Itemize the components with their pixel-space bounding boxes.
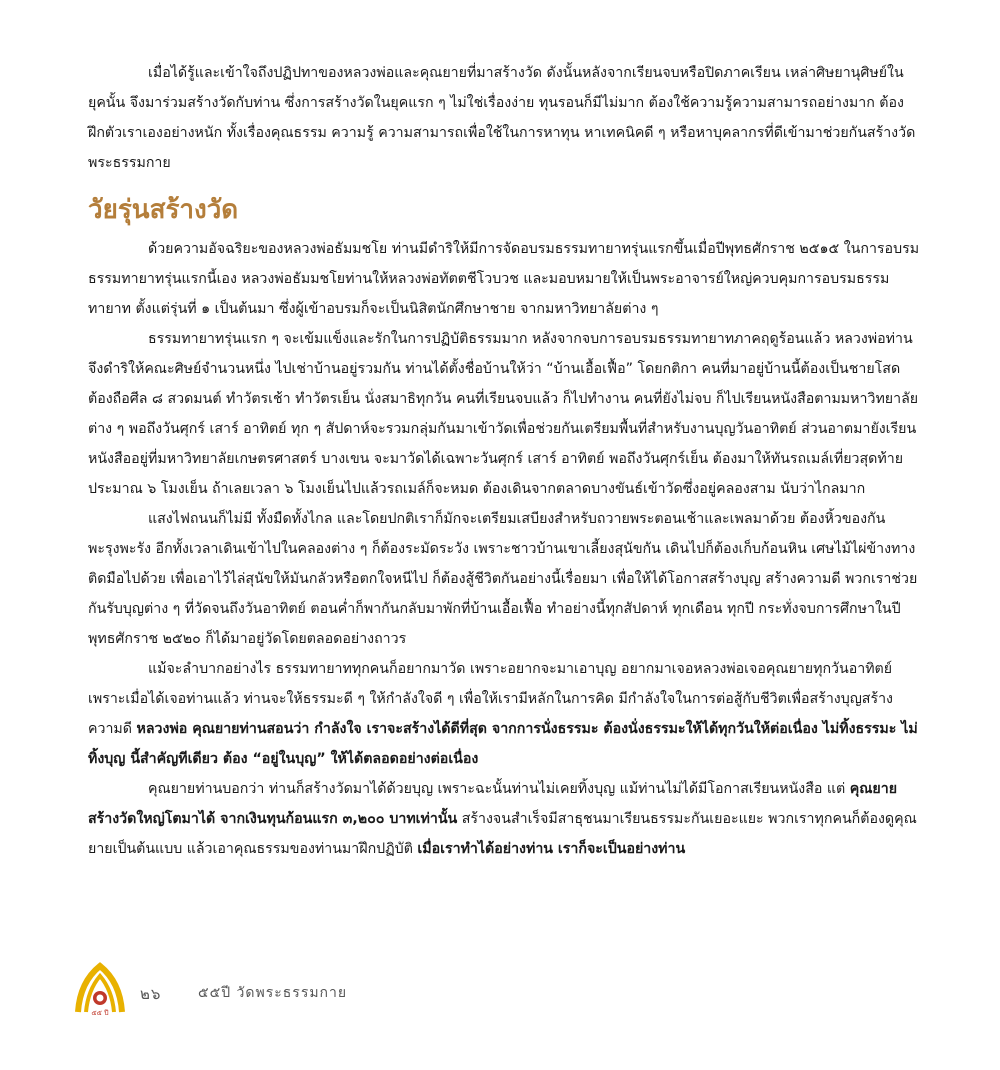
page-number: ๒๖ xyxy=(140,985,162,1003)
paragraph-2-text: ธรรมทายาทรุ่นแรก ๆ จะเข้มแข็งและรักในการปฏิบัติธรรมมาก หลังจากจบการอบรมธรรมทายาทภาคฤดูร้อนแล้ว หลวงพ่อท่านจึงดำริให้คณะศิษย์จำนวนหนึ่ง ไปเช่าบ้านอยู่รวมกัน ท่านได้ตั้งชื่อบ้านให้ว่า “บ้านเอื้อเฟื้อ” โดยกติกา คนที่มาอยู่บ้านนี้ต้องเป็นชายโสด ต้องถือศีล ๘ สวดมนต์ ทำวัตรเช้า ทำวัตรเย็น นั่งสมาธิทุกวัน คนที่เรียนจบแล้ว ก็ไปทำงาน คนที่ยังไม่จบ ก็ไปเรียนหนังสือตามมหาวิทยาลัยต่าง ๆ พอถึงวันศุกร์ เสาร์ อาทิตย์ ทุก ๆ สัปดาห์จะรวมกลุ่มกันมาเข้าวัดเพื่อช่วยกันเตรียมพื้นที่สำหรับงานบุญวันอาทิตย์ ส่วนอาตมายังเรียนหนังสืออยู่ที่มหาวิทยาลัยเกษตรศาสตร์ บางเขน จะมาวัดได้เฉพาะวันศุกร์ เสาร์ อาทิตย์ พอถึงวันศุกร์เย็น ต้องมาให้ทันรถเมล์เที่ยวสุดท้าย ประมาณ ๖ โมงเย็น ถ้าเลยเวลา ๖ โมงเย็นไปแล้วรถเมล์ก็จะหมด ต้องเดินจากตลาดบางขันธ์เข้าวัดซึ่งอยู่คลองสาม นับว่าไกลมาก xyxy=(88,331,919,497)
paragraph-5-text-a: คุณยายท่านบอกว่า ท่านก็สร้างวัดมาได้ด้วยบุญ เพราะฉะนั้นท่านไม่เคยทิ้งบุญ แม้ท่านไม่ได้มีโอกาสเรียนหนังสือ แต่ xyxy=(148,781,850,797)
intro-text: เมื่อได้รู้และเข้าใจถึงปฏิปทาของหลวงพ่อและคุณยายที่มาสร้างวัด ดังนั้นหลังจากเรียนจบหรือปิดภาคเรียน เหล่าศิษยานุศิษย์ในยุคนั้น จึงมาร่วมสร้างวัดกับท่าน ซึ่งการสร้างวัดในยุคแรก ๆ ไม่ใช่เรื่องง่าย ทุนรอนก็มีไม่มาก ต้องใช้ความรู้ความสามารถอย่างมาก ต้องฝึกตัวเราเองอย่างหนัก ทั้งเรื่องคุณธรรม ความรู้ ความสามารถเพื่อใช้ในการหาทุน หาเทคนิคดี ๆ หรือหาบุคลากรที่ดีเข้ามาช่วยกันสร้างวัดพระธรรมกาย xyxy=(88,65,916,171)
page-content xyxy=(88,58,920,864)
paragraph-4-bold: หลวงพ่อ คุณยายท่านสอนว่า กำลังใจ เราจะสร้างได้ดีที่สุด จากการนั่งธรรมะ ต้องนั่งธรรมะให้ได้ทุกวันให้ต่อเนื่อง ไม่ทิ้งธรรมะ ไม่ทิ้งบุญ นี้สำคัญทีเดียว ต้อง “อยู่ในบุญ” ให้ได้ตลอดอย่างต่อเนื่อง xyxy=(88,721,918,767)
publication-name: ๕๕ปี วัดพระธรรมกาย xyxy=(198,985,348,1001)
paragraph-4 xyxy=(88,654,920,774)
paragraph-5-text-b: สร้างจนสำเร็จมีสาธุชนมาเรียนธรรมะกันเยอะแยะ พวกเราทุกคนก็ต้องดูคุณยายเป็นต้นแบบ แล้วเอาคุณธรรมของท่านมาฝึกปฏิบัติ xyxy=(88,811,917,857)
paragraph-1 xyxy=(88,234,920,324)
paragraph-5 xyxy=(88,774,920,864)
paragraph-2 xyxy=(88,324,920,504)
anniversary-logo-icon xyxy=(72,962,128,1018)
paragraph-1-text: ด้วยความอัจฉริยะของหลวงพ่อธัมมชโย ท่านมีดำริให้มีการจัดอบรมธรรมทายาทรุ่นแรกขึ้นเมื่อปีพุทธศักราช ๒๕๑๕ ในการอบรมธรรมทายาทรุ่นแรกนี้เอง หลวงพ่อธัมมชโยท่านให้หลวงพ่อทัตตชีโวบวช และมอบหมายให้เป็นพระอาจารย์ใหญ่ควบคุมการอบรมธรรมทายาท ตั้งแต่รุ่นที่ ๑ เป็นต้นมา ซึ่งผู้เข้าอบรมก็จะเป็นนิสิตนักศึกษาชาย จากมหาวิทยาลัยต่าง ๆ xyxy=(88,241,920,317)
logo-text: ๕๕ ปี xyxy=(91,1009,109,1017)
paragraph-3 xyxy=(88,504,920,654)
paragraph-4-text: แม้จะลำบากอย่างไร ธรรมทายาททุกคนก็อยากมาวัด เพราะอยากจะมาเอาบุญ อยากมาเจอหลวงพ่อเจอคุณยายทุกวันอาทิตย์ เพราะเมื่อได้เจอท่านแล้ว ท่านจะให้ธรรมะดี ๆ ให้กำลังใจดี ๆ เพื่อให้เรามีหลักในการคิด มีกำลังใจในการต่อสู้กับชีวิตเพื่อสร้างบุญสร้างความดี xyxy=(88,661,893,737)
paragraph-5-bold-1: คุณยายสร้างวัดใหญ่โตมาได้ จากเงินทุนก้อนแรก ๓,๒๐๐ บาทเท่านั้น xyxy=(88,781,898,827)
section-heading: วัยรุ่นสร้างวัด xyxy=(88,195,239,225)
intro-paragraph xyxy=(88,58,920,178)
paragraph-5-bold-2: เมื่อเราทำได้อย่างท่าน เราก็จะเป็นอย่างท่าน xyxy=(417,841,686,857)
page-footer xyxy=(72,962,372,1022)
paragraph-3-text: แสงไฟถนนก็ไม่มี ทั้งมืดทั้งไกล และโดยปกติเราก็มักจะเตรียมเสบียงสำหรับถวายพระตอนเช้าและเพลมาด้วย ต้องหิ้วของกันพะรุงพะรัง อีกทั้งเวลาเดินเข้าไปในคลองต่าง ๆ ก็ต้องระมัดระวัง เพราะชาวบ้านเขาเลี้ยงสุนัขกัน เดินไปก็ต้องเก็บก้อนหิน เศษไม้ไผ่ข้างทาง ติดมือไปด้วย เพื่อเอาไว้ไล่สุนัขให้มันกลัวหรือตกใจหนีไป ก็ต้องสู้ชีวิตกันอย่างนี้เรื่อยมา เพื่อให้ได้โอกาสสร้างบุญ สร้างความดี พวกเราช่วยกันรับบุญต่าง ๆ ที่วัดจนถึงวันอาทิตย์ ตอนค่ำก็พากันกลับมาพักที่บ้านเอื้อเฟื้อ ทำอย่างนี้ทุกสัปดาห์ ทุกเดือน ทุกปี กระทั่งจบการศึกษาในปีพุทธศักราช ๒๕๒๐ ก็ได้มาอยู่วัดโดยตลอดอย่างถาวร xyxy=(88,511,918,647)
